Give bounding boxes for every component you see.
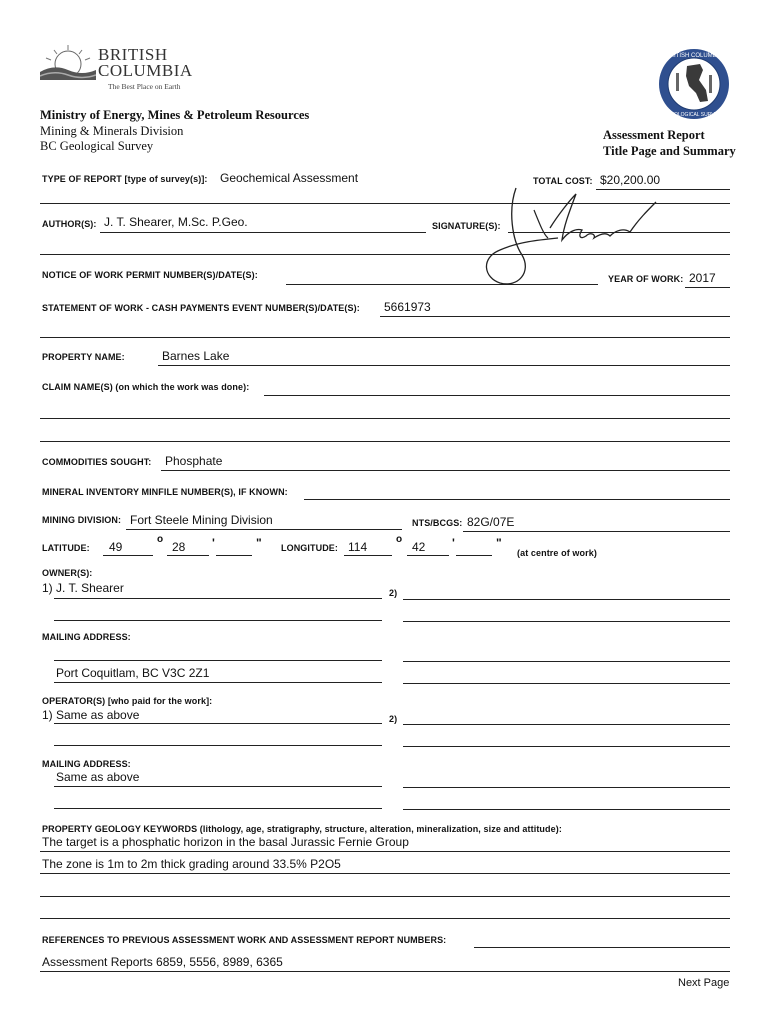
statement-of-work-label: STATEMENT OF WORK - CASH PAYMENTS EVENT NUMBER(S)/DATE(S): — [42, 303, 360, 313]
svg-text:GEOLOGICAL SURVEY: GEOLOGICAL SURVEY — [666, 112, 722, 118]
owner-2-extra-line — [403, 621, 730, 622]
latitude-degree-mark: o — [157, 534, 164, 545]
longitude-seconds-line — [456, 555, 492, 556]
latitude-degrees-line — [103, 555, 153, 556]
geology-line-2 — [40, 873, 730, 874]
longitude-minutes-line — [407, 555, 449, 556]
mailing-address-2b-line-1 — [403, 787, 730, 788]
latitude-minutes-line — [167, 555, 209, 556]
longitude-degree-mark: o — [396, 534, 403, 545]
longitude-label: LONGITUDE: — [281, 543, 338, 553]
logo-line-2: COLUMBIA — [98, 61, 193, 80]
mailing-address-1-value[interactable]: Port Coquitlam, BC V3C 2Z1 — [56, 666, 210, 680]
latitude-degrees-value[interactable]: 49 — [109, 540, 123, 554]
ministry-name: Ministry of Energy, Mines & Petroleum Resources — [40, 108, 310, 122]
operator-1-extra-line — [54, 745, 382, 746]
operator-1-number: 1) — [42, 708, 53, 722]
mailing-address-2-line-1 — [54, 786, 382, 787]
author-label: AUTHOR(S): — [42, 219, 97, 229]
minfile-label: MINERAL INVENTORY MINFILE NUMBER(S), IF KNOWN: — [42, 487, 288, 497]
geology-line-1 — [40, 851, 730, 852]
longitude-degrees-line — [344, 555, 392, 556]
property-name-line — [158, 365, 730, 366]
mailing-address-1-line-1 — [54, 660, 382, 661]
logo-line-1: BRITISH — [98, 45, 168, 64]
bc-sun-icon — [40, 42, 96, 80]
mailing-address-2b-line-2 — [403, 809, 730, 810]
survey-name: BC Geological Survey — [40, 139, 154, 153]
operators-label: OPERATOR(S) [who paid for the work]: — [42, 696, 213, 706]
mailing-address-1b-line-1 — [403, 661, 730, 662]
longitude-minutes-value[interactable]: 42 — [412, 540, 426, 554]
claim-names-line-3 — [40, 441, 730, 442]
latitude-minute-mark: ' — [212, 536, 215, 550]
statement-of-work-line — [380, 316, 730, 317]
svg-text:BRITISH COLUMBIA: BRITISH COLUMBIA — [665, 53, 723, 59]
claim-names-line-2 — [40, 418, 730, 419]
statement-extra-line — [40, 337, 730, 338]
nts-bcgs-line — [463, 531, 730, 532]
signature-label: SIGNATURE(S): — [432, 221, 501, 231]
report-title-2: Title Page and Summary — [603, 144, 736, 158]
author-line — [100, 232, 426, 233]
longitude-second-mark: " — [496, 536, 502, 550]
next-page-button[interactable]: Next Page — [678, 977, 730, 989]
geology-line-2-value[interactable]: The zone is 1m to 2m thick grading around 33.5% P2O5 — [42, 857, 341, 871]
commodities-label: COMMODITIES SOUGHT: — [42, 457, 152, 467]
centre-of-work-note: (at centre of work) — [517, 548, 597, 558]
mining-division-value[interactable]: Fort Steele Mining Division — [130, 513, 273, 527]
geology-line-3 — [40, 896, 730, 897]
operator-2-line — [403, 724, 730, 725]
owner-1-line — [54, 598, 382, 599]
owners-label: OWNER(S): — [42, 568, 93, 578]
minfile-line — [304, 499, 730, 500]
type-of-report-label: TYPE OF REPORT [type of survey(s)]: — [42, 174, 208, 184]
latitude-seconds-line — [216, 555, 252, 556]
mining-division-line — [126, 529, 402, 530]
type-of-report-value[interactable]: Geochemical Assessment — [220, 171, 359, 185]
latitude-minutes-value[interactable]: 28 — [172, 540, 186, 554]
owner-2-line — [403, 599, 730, 600]
mailing-address-2-line-2 — [54, 808, 382, 809]
notice-of-work-line — [286, 284, 598, 285]
report-title-1: Assessment Report — [603, 128, 705, 142]
commodities-value[interactable]: Phosphate — [165, 454, 223, 468]
claim-names-line-1 — [264, 395, 730, 396]
references-label: REFERENCES TO PREVIOUS ASSESSMENT WORK AND ASSESSMENT REPORT NUMBERS: — [42, 935, 447, 945]
longitude-degrees-value[interactable]: 114 — [348, 540, 368, 554]
property-name-label: PROPERTY NAME: — [42, 352, 125, 362]
claim-names-label: CLAIM NAME(S) (on which the work was done): — [42, 382, 250, 392]
operator-1-value[interactable]: Same as above — [56, 708, 140, 722]
total-cost-value[interactable]: $20,200.00 — [600, 173, 661, 187]
notice-of-work-label: NOTICE OF WORK PERMIT NUMBER(S)/DATE(S): — [42, 270, 258, 280]
mailing-address-1b-line-2 — [403, 683, 730, 684]
geology-line-1-value[interactable]: The target is a phosphatic horizon in the basal Jurassic Fernie Group — [42, 835, 409, 849]
statement-of-work-value[interactable]: 5661973 — [384, 300, 431, 314]
mailing-address-2-label: MAILING ADDRESS: — [42, 759, 131, 769]
owner-1-extra-line — [54, 620, 382, 621]
references-value[interactable]: Assessment Reports 6859, 5556, 8989, 6365 — [42, 955, 283, 969]
references-line-2 — [40, 971, 730, 972]
latitude-second-mark: " — [256, 536, 262, 550]
logo-tagline: The Best Place on Earth — [108, 82, 181, 91]
operator-1-line — [54, 723, 382, 724]
mailing-address-1-line-2 — [54, 682, 382, 683]
author-value[interactable]: J. T. Shearer, M.Sc. P.Geo. — [104, 215, 248, 229]
year-of-work-value[interactable]: 2017 — [689, 271, 716, 285]
year-of-work-line — [685, 287, 730, 288]
operator-2-number: 2) — [389, 714, 398, 724]
mining-division-label: MINING DIVISION: — [42, 515, 122, 525]
geology-line-4 — [40, 918, 730, 919]
owner-2-number: 2) — [389, 588, 398, 598]
year-of-work-label: YEAR OF WORK: — [608, 274, 684, 284]
operator-2-extra-line — [403, 746, 730, 747]
geological-survey-seal-icon — [656, 46, 732, 122]
owner-1-value[interactable]: J. T. Shearer — [56, 581, 124, 595]
nts-bcgs-label: NTS/BCGS: — [412, 518, 463, 528]
owner-1-number: 1) — [42, 581, 53, 595]
mailing-address-1-label: MAILING ADDRESS: — [42, 632, 131, 642]
property-name-value[interactable]: Barnes Lake — [162, 349, 230, 363]
total-cost-label: TOTAL COST: — [533, 176, 593, 186]
references-line-1 — [474, 947, 730, 948]
division-name: Mining & Minerals Division — [40, 124, 184, 138]
longitude-minute-mark: ' — [452, 536, 455, 550]
commodities-line — [161, 470, 730, 471]
nts-bcgs-value[interactable]: 82G/07E — [467, 515, 515, 529]
geology-keywords-label: PROPERTY GEOLOGY KEYWORDS (lithology, age, stratigraphy, structure, alteration, mineralization, size and attitude): — [42, 824, 562, 834]
bc-logo — [40, 40, 200, 95]
latitude-label: LATITUDE: — [42, 543, 90, 553]
mailing-address-2-value[interactable]: Same as above — [56, 770, 140, 784]
